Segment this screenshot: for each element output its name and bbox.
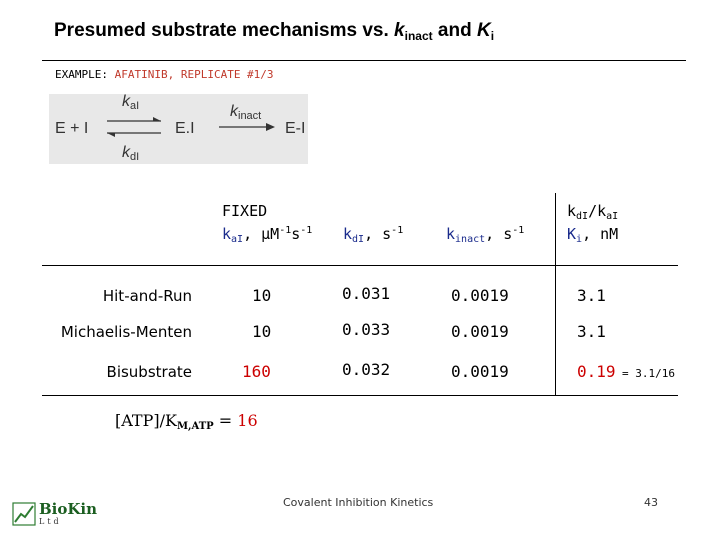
ei-complex: E.I [175,120,195,137]
table-cell: 3.1 [577,322,606,341]
row-label-michaelis-menten: Michaelis-Menten [60,323,192,341]
ki-note: = 3.1/16 [622,367,675,380]
scheme-arrows [49,94,308,164]
footer-title: Covalent Inhibition Kinetics [283,496,434,509]
table-header-rule [42,265,678,266]
header-ka: $k_{aI}$, $\mu M^{-1}s^{-1}$ [222,225,313,245]
table-cell: 0.031 [342,284,391,303]
example-caption: EXAMPLE: AFATINIB, REPLICATE #1/3 [55,68,274,81]
logo-text: BioKin [39,500,98,518]
e-plus-i: E + I [55,120,89,137]
biokin-logo [12,500,98,530]
covalent-complex: E-I [285,120,306,137]
table-cell: 0.0019 [451,286,509,305]
table-cell: 0.19 [577,362,616,381]
table-cell: 0.0019 [451,322,509,341]
ka-label: $k_{aI}$ [122,93,140,112]
row-label-bisubstrate: Bisubstrate [106,363,192,381]
header-fixed: FIXED [222,202,268,220]
reaction-scheme [49,94,308,164]
title-divider [42,60,686,61]
kinact-label: $k_{inact}$ [230,103,262,122]
table-cell: 0.033 [342,320,391,339]
table-cell: 10 [252,322,272,341]
table-cell: 10 [252,286,272,305]
page-title: Presumed substrate mechanisms vs. $k_{inact}$ and $K_i$ [54,20,495,43]
table-cell: 0.0019 [451,362,509,381]
table-cell: 160 [242,362,271,381]
header-ki: $K_i$, nM [567,225,619,245]
header-ratio: $k_{dI}/k_{aI}$ [567,202,619,222]
row-label-hit-and-run: Hit-and-Run [102,287,192,305]
logo-mark-icon [12,502,36,526]
header-kd: $k_{dI}$, $s^{-1}$ [343,225,404,245]
kd-label: $k_{dI}$ [122,144,140,163]
logo-subtext: Ltd [39,517,62,526]
table-bottom-rule [42,395,678,396]
atp-ratio: $[ATP]/K_{M,ATP} = 16$ [115,411,258,432]
table-cell: 0.032 [342,360,391,379]
page-number: 43 [644,496,658,509]
table-cell: 3.1 [577,286,606,305]
table-divider [555,193,556,395]
header-kinact: $k_{inact}$, $s^{-1}$ [446,225,525,245]
